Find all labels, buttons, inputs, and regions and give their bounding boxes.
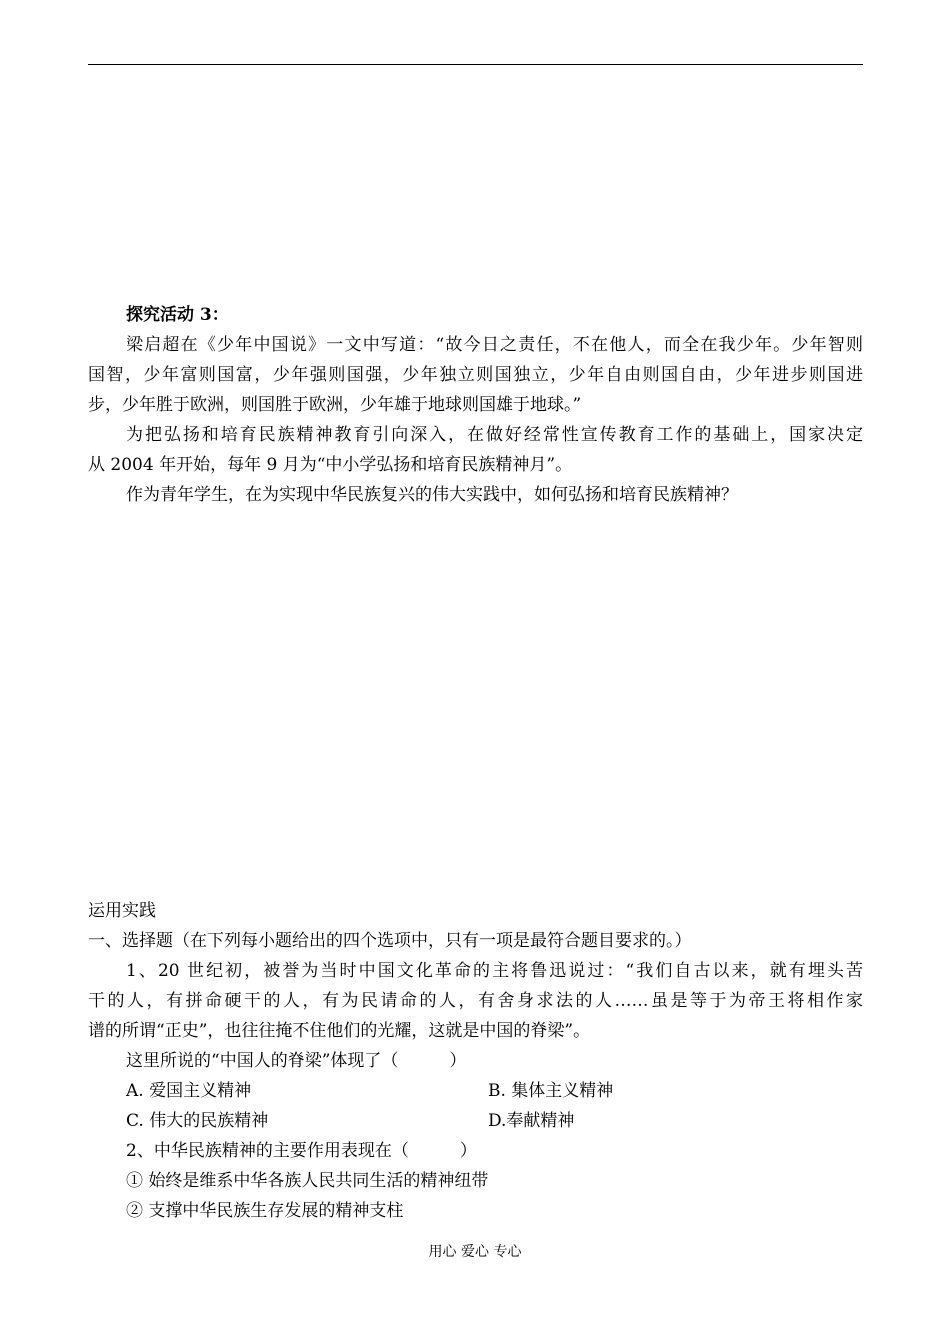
options-row bbox=[126, 1076, 614, 1106]
question-1-line: 1、20 世纪初，被誉为当时中国文化革命的主将鲁迅说过：“我们自古以来，就有埋头苦 bbox=[126, 961, 863, 981]
question-2-item: ② 支撑中华民族生存发展的精神支柱 bbox=[126, 1201, 404, 1221]
question-2-item: ① 始终是维系中华各族人民共同生活的精神纽带 bbox=[126, 1171, 489, 1191]
mc-section-title: 一、选择题（在下列每小题给出的四个选项中，只有一项是最符合题目要求的。） bbox=[88, 931, 692, 951]
activity-heading: 探究活动 3： bbox=[126, 305, 229, 325]
option-b: B. 集体主义精神 bbox=[488, 1081, 614, 1101]
section-title: 运用实践 bbox=[88, 901, 156, 921]
page-footer: 用心 爱心 专心 bbox=[428, 1244, 522, 1260]
header-rule bbox=[88, 64, 863, 65]
options-row bbox=[126, 1106, 575, 1136]
option-d: D.奉献精神 bbox=[488, 1111, 575, 1131]
question-1-line: 谱的所谓“正史”，也往往掩不住他们的光耀，这就是中国的脊梁”。 bbox=[88, 1021, 591, 1041]
paragraph-line: 从 2004 年开始，每年 9 月为“中小学弘扬和培育民族精神月”。 bbox=[88, 455, 573, 475]
paragraph-line: 步，少年胜于欧洲，则国胜于欧洲，少年雄于地球则国雄于地球。” bbox=[88, 395, 582, 415]
paragraph-line: 为把弘扬和培育民族精神教育引向深入，在做好经常性宣传教育工作的基础上，国家决定 bbox=[126, 425, 863, 445]
question-line: 作为青年学生，在为实现中华民族复兴的伟大实践中，如何弘扬和培育民族精神？ bbox=[126, 485, 738, 505]
question-2-stem: 2、中华民族精神的主要作用表现在（ ） bbox=[126, 1141, 477, 1161]
question-1-stem: 这里所说的“中国人的脊梁”体现了（ ） bbox=[126, 1051, 467, 1071]
option-a: A. 爱国主义精神 bbox=[126, 1081, 252, 1101]
paragraph-line: 国智，少年富则国富，少年强则国强，少年独立则国独立，少年自由则国自由，少年进步则国进 bbox=[88, 365, 863, 385]
question-1-line: 干的人，有拼命硬干的人，有为民请命的人，有舍身求法的人……虽是等于为帝王将相作家 bbox=[88, 991, 863, 1011]
paragraph-line: 梁启超在《少年中国说》一文中写道：“故今日之责任，不在他人，而全在我少年。少年智则 bbox=[126, 335, 863, 355]
option-c: C. 伟大的民族精神 bbox=[126, 1111, 269, 1131]
